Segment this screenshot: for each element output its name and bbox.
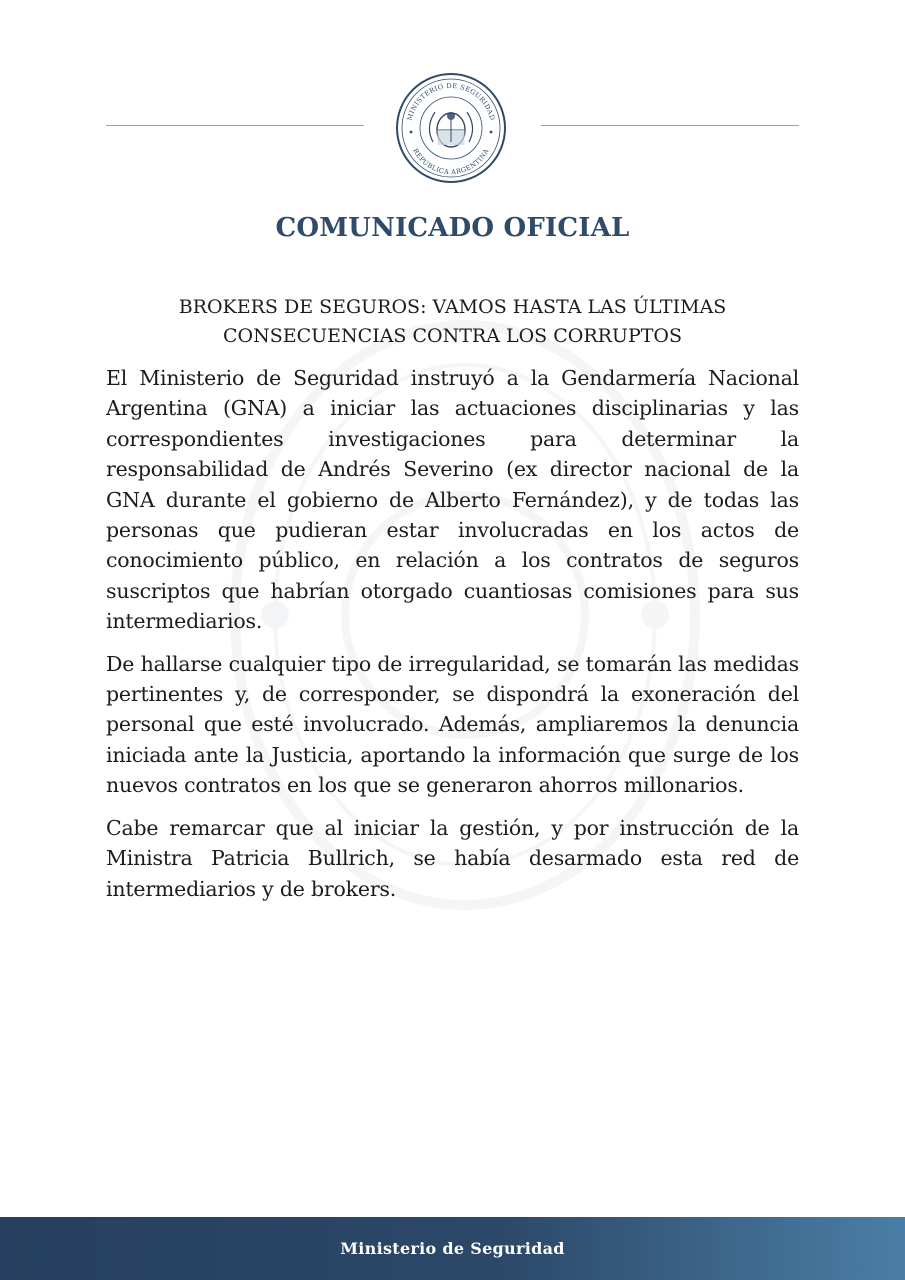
headline-line-1: BROKERS DE SEGUROS: VAMOS HASTA LAS ÚLTIMAS [178, 296, 727, 318]
headline [120, 293, 785, 351]
seal-bottom-text: REPÚBLICA ARGENTINA [411, 147, 491, 177]
header-rule-right [541, 125, 799, 126]
header-rule-left [106, 125, 364, 126]
paragraph-2: De hallarse cualquier tipo de irregularidad, se tomarán las medidas pertinentes y, de corresponder, se dispondrá la exoneración del personal que esté involucrado. Además, ampliaremos la denuncia iniciada ante la Justicia, aportando la información que surge de los nuevos contratos en los que se generaron ahorros millonarios. [106, 651, 799, 798]
header [0, 70, 905, 182]
argentina-coat-of-arms-seal-icon [395, 72, 507, 184]
headline-line-2: CONSECUENCIAS CONTRA LOS CORRUPTOS [222, 325, 682, 347]
body-text [106, 363, 799, 916]
page-title: COMUNICADO OFICIAL [275, 213, 630, 243]
paragraph-3: Cabe remarcar que al iniciar la gestión, y por instrucción de la Ministra Patricia Bullrich, se había desarmado esta red de intermediarios y de brokers. [106, 815, 799, 901]
seal-top-text: MINISTERIO DE SEGURIDAD [405, 81, 497, 122]
footer-bar [0, 1217, 905, 1280]
footer-label: Ministerio de Seguridad [340, 1239, 565, 1258]
paragraph-1: El Ministerio de Seguridad instruyó a la Gendarmería Nacional Argentina (GNA) a iniciar las actuaciones disciplinarias y las correspondientes investigaciones para determinar la responsabilidad de Andrés Severino (ex director nacional de la GNA durante el gobierno de Alberto Fernández), y de todas las personas que pudieran estar involucradas en los actos de conocimiento público, en relación a los contratos de seguros suscriptos que habrían otorgado cuantiosas comisiones para sus intermediarios. [106, 366, 799, 634]
